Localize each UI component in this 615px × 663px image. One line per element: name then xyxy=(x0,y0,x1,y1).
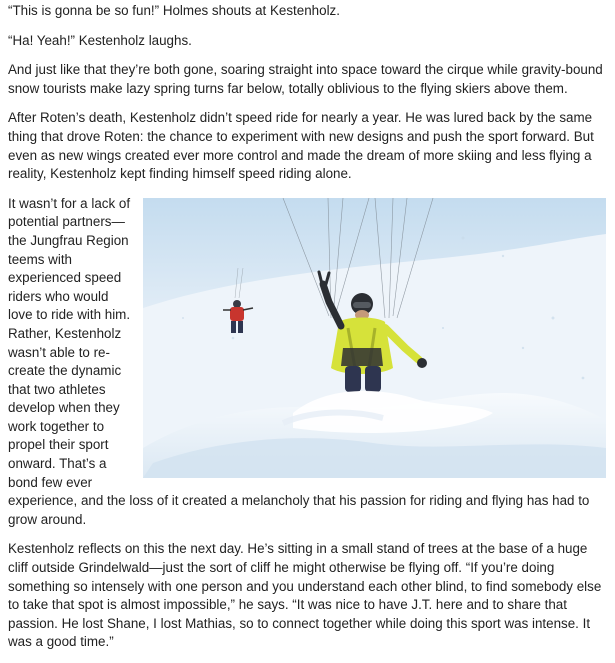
speed-riders-illustration xyxy=(143,198,606,478)
paragraph-potential-partners: It wasn’t for a lack of potential partners—the Jungfrau Region teems with experienced speed riders who would love to ride with him. Rather, Kestenholz wasn’t able to re-create the dynamic that two athletes develop when they work together to propel their sport onward. That’s a bond few ever experience, and the loss of it created a melancholy that his passion for riding and flying has had to grow around. xyxy=(8,195,590,527)
paragraph-roten-death: After Roten’s death, Kestenholz didn’t speed ride for nearly a year. He was lured back by the same thing that drove Roten: the chance to experiment with new designs and push the sport forward. But even as new wings created ever more control and made the dream of more skiing and less flying a reality, Kestenholz kept finding himself speed riding alone. xyxy=(8,110,594,182)
speed-riders-photo xyxy=(143,198,606,478)
paragraph-flying-skiers: And just like that they’re both gone, soaring straight into space toward the cirque while gravity-bound snow tourists make lazy spring turns far below, totally oblivious to the flying skiers above them. xyxy=(8,62,603,96)
paragraph-kestenholz-reflects: Kestenholz reflects on this the next day. He’s sitting in a small stand of trees at the base of a huge cliff outside Grindelwald—just the sort of cliff he might otherwise be flying off. “If you’re doing something so intensely with one person and you understand each other blind, to find somebody else to take that spot is almost impossible,” he says. “It was nice to have J.T. here and to share that passion. He lost Shane, I lost Mathias, so to connect together while doing this sport was intense. It was a good time.” xyxy=(8,541,602,650)
paragraph-kestenholz-laughs: “Ha! Yeah!” Kestenholz laughs. xyxy=(8,32,192,48)
article-body xyxy=(8,0,606,663)
paragraph-holmes-shouts: “This is gonna be so fun!” Holmes shouts at Kestenholz. xyxy=(8,3,340,18)
